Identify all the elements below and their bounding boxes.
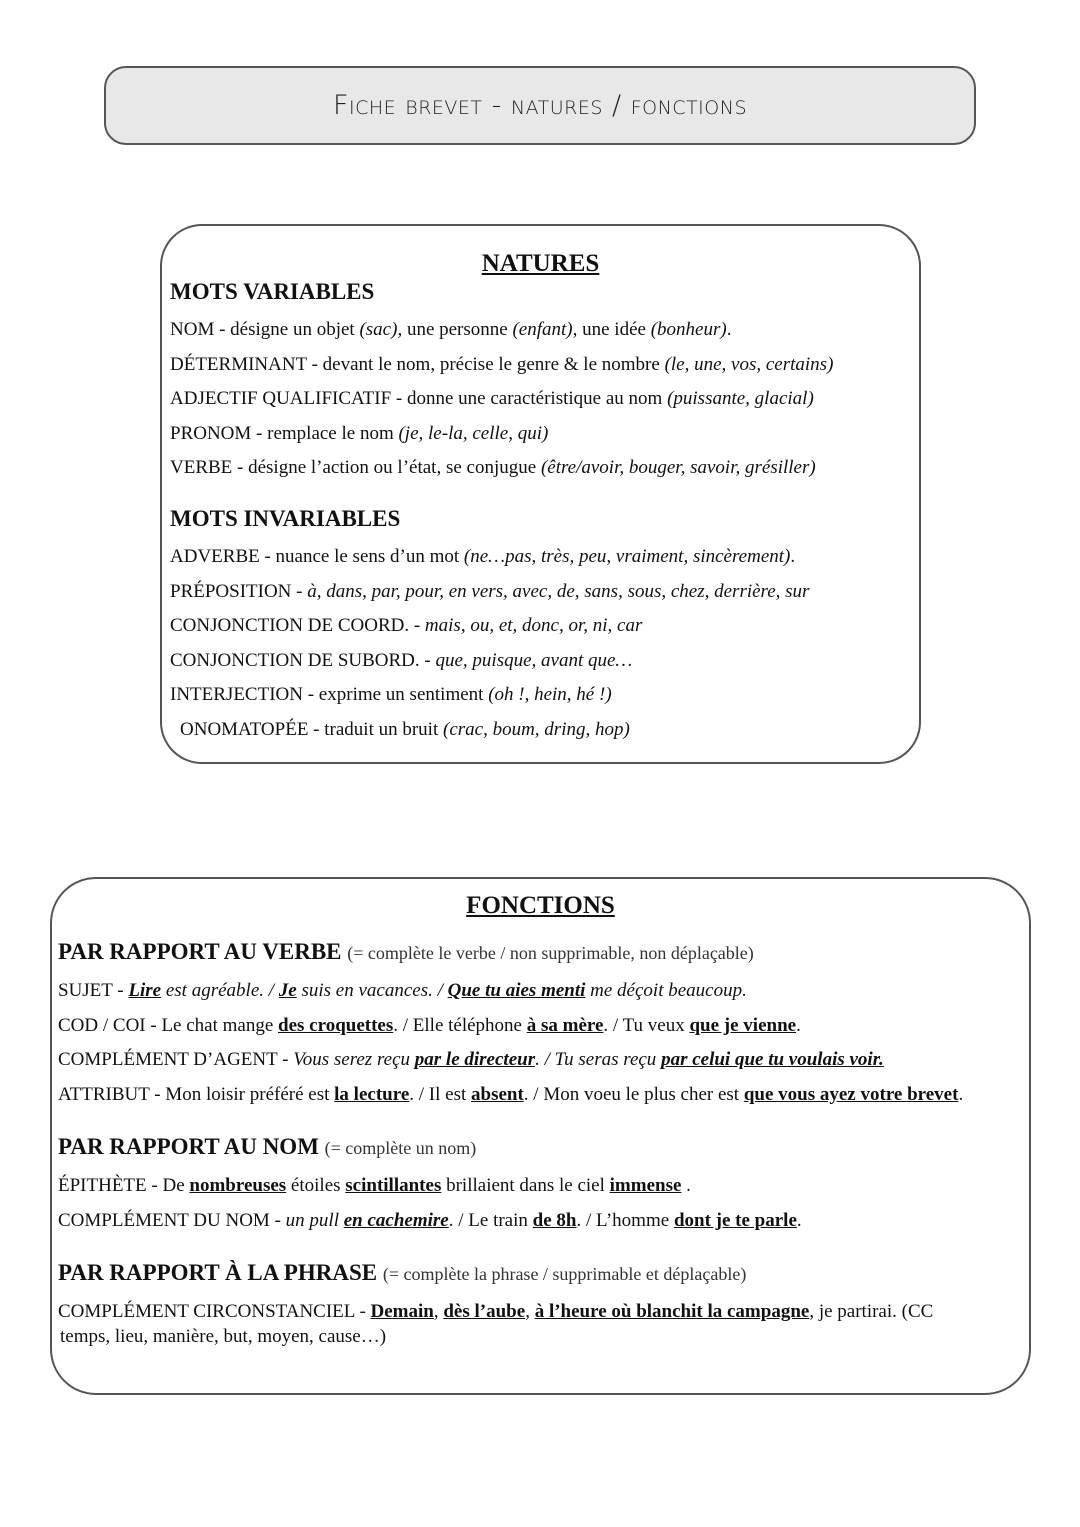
text-segment: (puissante, glacial) [667,388,814,409]
text-segment: Demain [370,1301,434,1322]
text-segment: (je, le-la, celle, qui) [398,422,549,444]
text-segment: . / L’homme [576,1209,674,1231]
text-segment: (être/avoir, bouger, savoir, grésiller) [540,457,816,478]
text-segment: par celui que tu voulais voir. [661,1049,884,1070]
text-segment: PRONOM - remplace le nom [170,422,399,444]
section-title-text: PAR RAPPORT AU NOM [58,1134,319,1159]
natures-invariable-line [170,546,795,568]
fonction-line [58,1015,801,1037]
text-segment: ATTRIBUT - Mon loisir préféré est [58,1083,335,1105]
natures-heading: NATURES [481,250,600,277]
text-segment: PRÉPOSITION - [170,580,308,602]
text-segment: (enfant) [512,319,573,340]
fonction-line [58,980,747,1002]
text-segment: dès l’aube [443,1301,526,1322]
text-segment: . / Tu seras reçu [535,1049,662,1070]
natures-invariable-line [170,650,632,672]
text-segment: étoiles [286,1175,346,1196]
text-segment: à l’heure où blanchit la campagne [534,1301,810,1322]
section-title [58,1260,746,1286]
text-segment: ÉPITHÈTE - De [58,1175,190,1196]
section-title [58,939,754,965]
text-segment: à, dans, par, pour, en vers, avec, de, sans, sous, chez, derrière, sur [307,580,810,602]
text-segment: . [790,546,796,567]
text-segment: . [726,319,732,340]
natures-variable-line [170,388,814,410]
text-segment: . [796,1014,801,1036]
natures-invariable-line [170,684,612,706]
text-segment: NOM - désigne un objet [170,319,360,340]
text-segment: . [681,1175,691,1196]
section-note: (= complète la phrase / supprimable et déplaçable) [382,1264,747,1284]
text-segment: , [525,1301,535,1322]
text-segment: ADVERBE - nuance le sens d’un mot [170,546,464,567]
text-segment: Je [278,980,297,1001]
text-segment: (sac) [359,319,398,340]
text-segment: un pull [285,1209,344,1231]
text-segment: la lecture [334,1083,410,1105]
text-segment: est agréable. / [161,980,279,1001]
text-segment: . / Tu veux [603,1014,690,1036]
text-segment: Vous serez reçu [293,1049,415,1070]
text-segment: ONOMATOPÉE - traduit un bruit [180,718,443,740]
text-segment: à sa mère [526,1014,604,1036]
text-segment: que, puisque, avant que… [435,649,633,671]
text-segment: , je partirai. (CC [809,1301,934,1322]
section-title-text: PAR RAPPORT AU VERBE [58,939,342,964]
text-segment: mais, ou, et, donc, or, ni, car [424,615,643,636]
text-segment: COD / COI - Le chat mange [58,1014,279,1036]
page-title: Fiche brevet - natures / fonctions [332,90,748,121]
text-segment: temps, lieu, manière, but, moyen, cause…) [60,1326,387,1347]
fonction-line [60,1326,386,1348]
text-segment: DÉTERMINANT - devant le nom, précise le genre & le nombre [170,353,665,375]
natures-invariable-line [170,581,809,603]
text-segment: . / Il est [409,1083,471,1105]
text-segment: scintillantes [345,1175,442,1196]
text-segment: Que tu aies menti [447,980,586,1001]
text-segment: (oh !, hein, hé !) [488,684,612,705]
text-segment: , [433,1301,444,1322]
text-segment: Lire [128,980,162,1001]
mots-variables-title: MOTS VARIABLES [170,279,375,304]
text-segment: suis en vacances. / [296,980,448,1001]
mots-invariables-title: MOTS INVARIABLES [170,506,401,531]
text-segment: (ne…pas, très, peu, vraiment, sincèrement) [463,546,791,567]
natures-invariable-line [170,615,642,637]
natures-variable-line [170,423,548,445]
natures-invariable-line [180,719,630,741]
section-title-text: PAR RAPPORT À LA PHRASE [58,1260,378,1285]
text-segment: brillaient dans le ciel [441,1175,610,1196]
text-segment: nombreuses [189,1175,287,1196]
fonctions-heading: FONCTIONS [466,892,615,919]
text-segment: absent [471,1083,524,1105]
text-segment: COMPLÉMENT CIRCONSTANCIEL - [58,1301,371,1322]
text-segment: des croquettes [278,1014,394,1036]
text-segment: , une idée [572,319,651,340]
text-segment: . / Le train [448,1209,533,1231]
text-segment: INTERJECTION - exprime un sentiment [170,684,489,705]
text-segment: COMPLÉMENT D’AGENT - [58,1049,294,1070]
text-segment: CONJONCTION DE SUBORD. - [170,649,436,671]
fonction-line [58,1175,691,1197]
text-segment: (crac, boum, dring, hop) [443,718,630,740]
text-segment: immense [609,1175,682,1196]
text-segment: VERBE - désigne l’action ou l’état, se conjugue [170,457,541,478]
text-segment: . [796,1209,802,1231]
text-segment: CONJONCTION DE COORD. - [170,615,425,636]
text-segment: (le, une, vos, certains) [664,353,834,375]
text-segment: (bonheur) [650,319,727,340]
text-segment: dont je te parle [673,1209,797,1231]
natures-variable-line [170,319,731,341]
section-note: (= complète un nom) [324,1138,477,1158]
text-segment: que je vienne [689,1014,797,1036]
text-segment: ADJECTIF QUALIFICATIF - donne une caractéristique au nom [170,388,668,409]
text-segment: . / Mon voeu le plus cher est [523,1083,744,1105]
text-segment: COMPLÉMENT DU NOM - [58,1209,286,1231]
text-segment: que vous ayez votre brevet [743,1083,959,1105]
fonction-line [58,1301,933,1323]
section-title [58,1134,476,1160]
text-segment: me déçoit beaucoup. [585,980,747,1001]
fonction-line [58,1049,884,1071]
text-segment: en cachemire [343,1209,449,1231]
text-segment: . / Elle téléphone [393,1014,527,1036]
natures-variable-line [170,354,833,376]
section-note: (= complète le verbe / non supprimable, non déplaçable) [347,943,754,963]
fonction-line [58,1084,963,1106]
text-segment: de 8h [532,1209,577,1231]
text-segment: SUJET - [58,980,129,1001]
text-segment: . [958,1083,964,1105]
title-banner [104,66,976,145]
fonction-line [58,1210,802,1232]
text-segment: par le directeur [414,1049,536,1070]
text-segment: , une personne [397,319,513,340]
natures-variable-line [170,457,816,479]
natures-section [160,224,921,764]
fonctions-section [50,877,1031,1395]
